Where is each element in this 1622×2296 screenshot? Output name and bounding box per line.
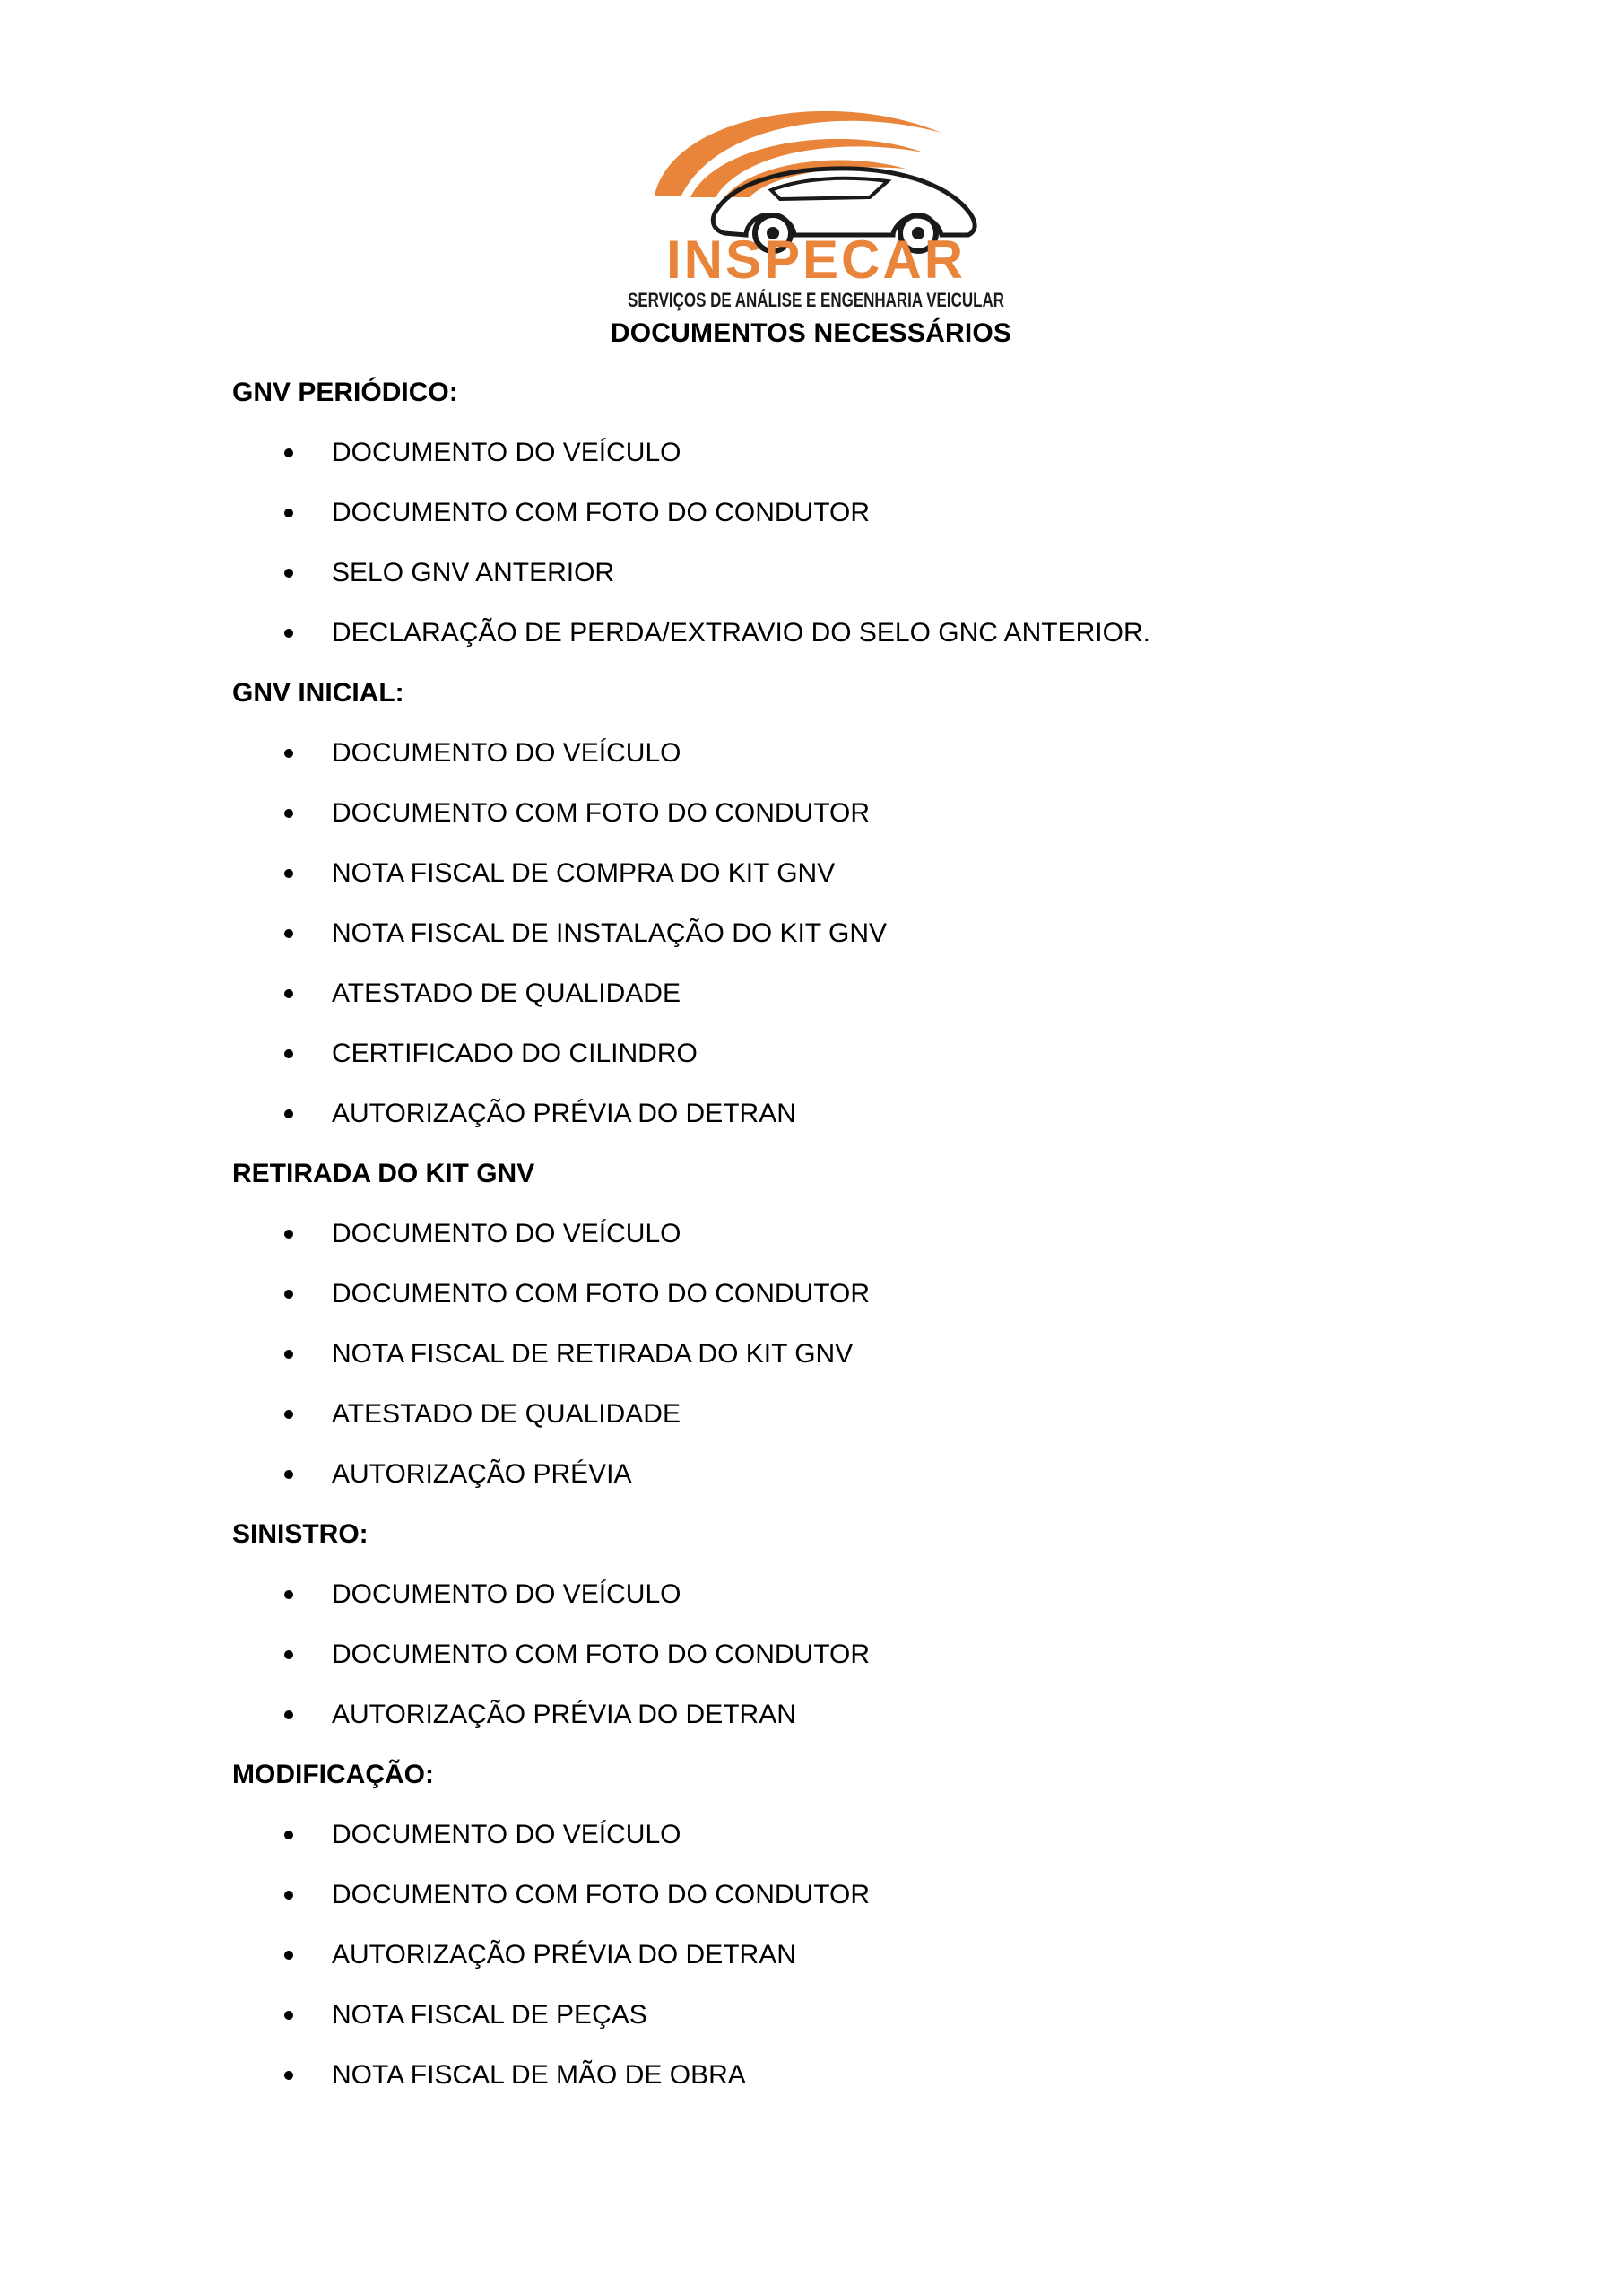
list-item-text: ATESTADO DE QUALIDADE — [332, 978, 681, 1008]
section-heading: RETIRADA DO KIT GNV — [232, 1159, 535, 1188]
document-list — [232, 1577, 1488, 1757]
bullet-icon — [284, 1230, 293, 1239]
section-gnv-inicial — [232, 675, 1488, 1156]
list-item-text: DOCUMENTO COM FOTO DO CONDUTOR — [332, 1639, 870, 1669]
inspecar-logo — [619, 97, 1013, 312]
bullet-icon — [284, 1650, 293, 1659]
document-list — [232, 435, 1488, 675]
page-title: DOCUMENTOS NECESSÁRIOS — [610, 318, 1012, 348]
list-item — [232, 735, 1488, 796]
bullet-icon — [284, 1891, 293, 1900]
list-item — [232, 1997, 1488, 2057]
section-modificacao — [232, 1757, 1488, 2118]
list-item — [232, 435, 1488, 495]
svg-text:SERVIÇOS DE ANÁLISE E ENGENHAR: SERVIÇOS DE ANÁLISE E ENGENHARIA VEICULAR — [628, 289, 1005, 311]
bullet-icon — [284, 749, 293, 758]
list-item — [232, 1396, 1488, 1457]
bullet-icon — [284, 448, 293, 457]
list-item — [232, 1817, 1488, 1877]
bullet-icon — [284, 1470, 293, 1479]
list-item-text: DOCUMENTO DO VEÍCULO — [332, 438, 681, 467]
list-item — [232, 1637, 1488, 1697]
section-heading: MODIFICAÇÃO: — [232, 1760, 434, 1789]
list-item-text: DOCUMENTO DO VEÍCULO — [332, 1820, 681, 1849]
document-list — [232, 735, 1488, 1156]
section-sinistro — [232, 1517, 1488, 1757]
bullet-icon — [284, 1951, 293, 1960]
bullet-icon — [284, 1290, 293, 1299]
list-item-text: AUTORIZAÇÃO PRÉVIA DO DETRAN — [332, 1099, 796, 1128]
bullet-icon — [284, 869, 293, 878]
bullet-icon — [284, 989, 293, 998]
list-item — [232, 1937, 1488, 1997]
bullet-icon — [284, 1410, 293, 1419]
list-item — [232, 1096, 1488, 1156]
list-item — [232, 1336, 1488, 1396]
list-item-text: NOTA FISCAL DE RETIRADA DO KIT GNV — [332, 1339, 854, 1369]
bullet-icon — [284, 509, 293, 517]
bullet-icon — [284, 1350, 293, 1359]
list-item — [232, 796, 1488, 856]
bullet-icon — [284, 2011, 293, 2020]
list-item-text: DOCUMENTO DO VEÍCULO — [332, 1579, 681, 1609]
list-item — [232, 856, 1488, 916]
bullet-icon — [284, 569, 293, 578]
list-item-text: AUTORIZAÇÃO PRÉVIA — [332, 1459, 632, 1489]
list-item — [232, 1577, 1488, 1637]
list-item — [232, 1877, 1488, 1937]
list-item — [232, 555, 1488, 615]
bullet-icon — [284, 629, 293, 638]
bullet-icon — [284, 2071, 293, 2080]
list-item-text: NOTA FISCAL DE MÃO DE OBRA — [332, 2060, 746, 2090]
list-item-text: CERTIFICADO DO CILINDRO — [332, 1039, 698, 1068]
section-retirada-kit-gnv — [232, 1156, 1488, 1517]
list-item-text: NOTA FISCAL DE INSTALAÇÃO DO KIT GNV — [332, 918, 888, 948]
list-item — [232, 1036, 1488, 1096]
list-item-text: NOTA FISCAL DE PEÇAS — [332, 2000, 647, 2030]
bullet-icon — [284, 1049, 293, 1058]
document-list — [232, 1216, 1488, 1517]
list-item-text: DECLARAÇÃO DE PERDA/EXTRAVIO DO SELO GNC ANTERIOR. — [332, 618, 1150, 648]
section-gnv-periodico — [232, 375, 1488, 675]
list-item — [232, 2057, 1488, 2118]
bullet-icon — [284, 1831, 293, 1839]
bullet-icon — [284, 929, 293, 938]
svg-text:INSPECAR: INSPECAR — [665, 230, 967, 290]
list-item — [232, 1457, 1488, 1517]
list-item — [232, 1216, 1488, 1276]
list-item — [232, 976, 1488, 1036]
list-item-text: AUTORIZAÇÃO PRÉVIA DO DETRAN — [332, 1700, 796, 1729]
section-heading: GNV PERIÓDICO: — [232, 378, 458, 407]
section-heading: GNV INICIAL: — [232, 678, 404, 708]
list-item — [232, 916, 1488, 976]
list-item — [232, 495, 1488, 555]
list-item-text: DOCUMENTO COM FOTO DO CONDUTOR — [332, 1279, 870, 1309]
document-list — [232, 1817, 1488, 2118]
list-item-text: DOCUMENTO COM FOTO DO CONDUTOR — [332, 798, 870, 828]
list-item-text: ATESTADO DE QUALIDADE — [332, 1399, 681, 1429]
bullet-icon — [284, 1710, 293, 1719]
list-item-text: DOCUMENTO DO VEÍCULO — [332, 1219, 681, 1248]
list-item-text: NOTA FISCAL DE COMPRA DO KIT GNV — [332, 858, 836, 888]
section-heading: SINISTRO: — [232, 1519, 369, 1549]
list-item-text: SELO GNV ANTERIOR — [332, 558, 615, 587]
car-logo-icon — [619, 97, 1013, 312]
bullet-icon — [284, 1590, 293, 1599]
list-item-text: AUTORIZAÇÃO PRÉVIA DO DETRAN — [332, 1940, 796, 1970]
list-item-text: DOCUMENTO COM FOTO DO CONDUTOR — [332, 498, 870, 527]
list-item — [232, 1697, 1488, 1757]
list-item — [232, 615, 1488, 675]
list-item-text: DOCUMENTO COM FOTO DO CONDUTOR — [332, 1880, 870, 1909]
list-item-text: DOCUMENTO DO VEÍCULO — [332, 738, 681, 768]
document-content — [232, 375, 1488, 2118]
list-item — [232, 1276, 1488, 1336]
bullet-icon — [284, 809, 293, 818]
bullet-icon — [284, 1109, 293, 1118]
